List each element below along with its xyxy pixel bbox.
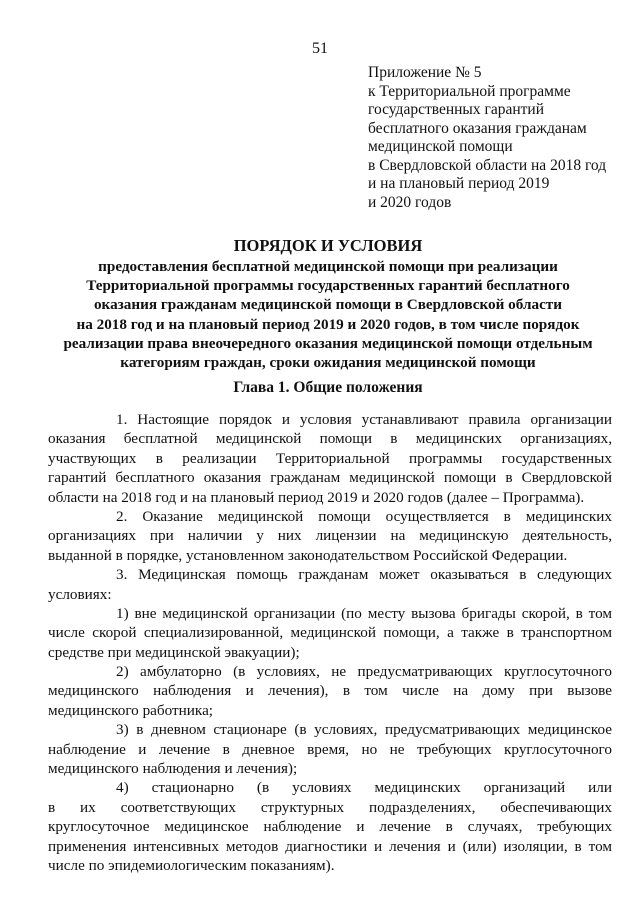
annex-line: в Свердловской области на 2018 год [368,156,607,174]
body-text [48,410,612,875]
text-line: наблюдение и лечение в дневное время, но не требующих круглосуточного [48,740,612,758]
title-main: ПОРЯДОК И УСЛОВИЯ [233,236,423,255]
title-subtitle-line: оказания гражданам медицинской помощи в Свердловской области [93,296,563,314]
title-subtitle-line: категориям граждан, сроки ожидания медицинской помощи [120,354,536,372]
list-item-2 [48,662,612,720]
page-number: 51 [312,40,328,57]
text-line: медицинского наблюдения и лечения), в том числе на дому при вызове [48,682,612,700]
title-subtitle-line: Территориальной программы государственных гарантий бесплатного [86,277,570,295]
title-subtitle [48,257,608,372]
title-subtitle-line: предоставления бесплатной медицинской помощи при реализации [98,258,558,275]
text-line: медицинского работника; [48,701,214,719]
annex-line: к Территориальной программе [368,82,571,100]
chapter-heading: Глава 1. Общие положения [233,379,423,396]
text-line: участвующих в реализации Территориальной программы государственных [48,449,612,467]
text-line: медицинского наблюдения и лечения); [48,760,298,778]
paragraph-1 [48,410,612,507]
text-line: круглосуточное медицинское наблюдение и лечение в случаях, требующих [48,818,612,836]
annex-line: медицинской помощи [368,138,513,155]
text-line: 3. Медицинская помощь гражданам может оказываться в следующих [116,566,612,584]
paragraph-3 [48,565,612,604]
list-item-4 [48,778,612,875]
annex-line: и на плановый период 2019 [368,175,550,192]
list-item-3 [48,720,612,778]
annex-line: государственных гарантий [368,101,544,118]
annex-line: и 2020 годов [368,193,452,211]
text-line: средстве при медицинской эвакуации); [48,643,300,661]
text-line: 4) стационарно (в условиях медицинских организаций или [116,779,612,797]
annex-line: Приложение № 5 [368,64,482,81]
text-line: 1. Настоящие порядок и условия устанавливают правила организации [116,411,612,428]
document-title [48,236,608,372]
text-line: применения интенсивных методов диагностики и лечения и (или) изоляции, в том [48,837,612,855]
text-line: области на 2018 год и на плановый период 2019 и 2020 годов (далее – Программа). [48,488,585,506]
text-line: организациях при наличии у них лицензии на медицинскую деятельность, [48,527,612,545]
text-line: выданной в порядке, установленном законодательством Российской Федерации. [48,546,568,564]
annex-header [368,64,618,212]
text-line: 2) амбулаторно (в условиях, не предусматривающих круглосуточного [116,663,612,681]
text-line: 1) вне медицинской организации (по месту вызова бригады скорой, в том [116,604,612,622]
text-line: условиях: [48,585,112,603]
text-line: оказания бесплатной медицинской помощи в медицинских организациях, [48,430,612,448]
annex-line: бесплатного оказания гражданам [368,119,587,137]
text-line: гарантий бесплатного оказания гражданам медицинской помощи в Свердловской [48,469,612,487]
text-line: 2. Оказание медицинской помощи осуществляется в медицинских [116,507,612,525]
title-subtitle-line: на 2018 год и на плановый период 2019 и 2020 годов, в том числе порядок [76,315,580,333]
text-line: в их соответствующих структурных подразделениях, обеспечивающих [48,798,612,816]
text-line: 3) в дневном стационаре (в условиях, предусматривающих медицинское [116,721,612,739]
text-line: числе скорой специализированной, медицинской помощи, а также в транспортном [48,624,612,642]
title-subtitle-line: реализации права внеочередного оказания медицинской помощи отдельным [63,334,593,352]
paragraph-2 [48,507,612,565]
list-item-1 [48,604,612,662]
text-line: числе по эпидемиологическим показаниям). [48,856,335,874]
